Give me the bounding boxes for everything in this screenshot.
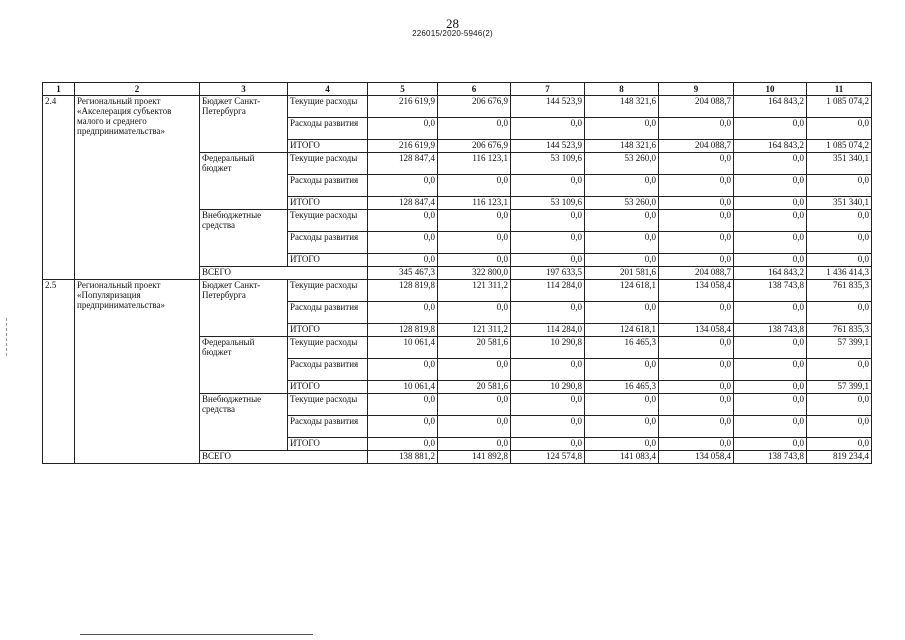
value-cell: 0,0 [585,210,659,232]
value-cell: 0,0 [511,118,585,140]
value-cell: 10 290,8 [511,337,585,359]
column-number-7: 7 [511,83,585,96]
expense-type: Текущие расходы [288,337,368,359]
value-cell: 121 311,2 [438,280,511,302]
budget-table [42,82,872,464]
expense-type: Текущие расходы [288,280,368,302]
value-cell: 0,0 [734,232,807,254]
value-cell: 0,0 [659,210,734,232]
value-cell: 0,0 [734,118,807,140]
value-cell: 0,0 [438,254,511,267]
document-code: 226015/2020-5946(2) [412,29,493,38]
value-cell: 53 109,6 [511,197,585,210]
value-cell: 0,0 [368,438,438,451]
value-cell: 0,0 [734,381,807,394]
table-row [43,280,872,302]
value-cell: 0,0 [438,416,511,438]
value-cell: 116 123,1 [438,153,511,175]
value-cell: 0,0 [734,254,807,267]
expense-type: ИТОГО [288,324,368,337]
value-cell: 0,0 [585,438,659,451]
value-cell: 0,0 [807,416,872,438]
value-cell: 10 290,8 [511,381,585,394]
value-cell: 0,0 [734,175,807,197]
table-row [43,96,872,118]
value-cell: 0,0 [511,302,585,324]
footnote-separator [80,634,313,635]
value-cell: 0,0 [807,175,872,197]
value-cell: 0,0 [511,416,585,438]
value-cell: 0,0 [659,175,734,197]
total-value-cell: 141 083,4 [585,451,659,464]
total-value-cell: 141 892,8 [438,451,511,464]
value-cell: 0,0 [659,394,734,416]
row-index: 2.5 [43,280,75,464]
value-cell: 124 618,1 [585,324,659,337]
value-cell: 0,0 [438,232,511,254]
value-cell: 148 321,6 [585,140,659,153]
value-cell: 0,0 [659,254,734,267]
table-header [43,83,872,96]
expense-type: Расходы развития [288,118,368,140]
column-number-11: 11 [807,83,872,96]
total-value-cell: 134 058,4 [659,451,734,464]
funding-source: Внебюджетные средства [200,394,288,451]
value-cell: 204 088,7 [659,96,734,118]
value-cell: 206 676,9 [438,140,511,153]
value-cell: 206 676,9 [438,96,511,118]
value-cell: 0,0 [511,438,585,451]
total-value-cell: 345 467,3 [368,267,438,280]
value-cell: 0,0 [807,394,872,416]
value-cell: 0,0 [368,394,438,416]
column-number-4: 4 [288,83,368,96]
value-cell: 0,0 [438,394,511,416]
value-cell: 0,0 [438,118,511,140]
value-cell: 128 847,4 [368,197,438,210]
expense-type: ИТОГО [288,381,368,394]
value-cell: 16 465,3 [585,381,659,394]
value-cell: 0,0 [368,254,438,267]
value-cell: 0,0 [368,359,438,381]
value-cell: 0,0 [734,302,807,324]
value-cell: 20 581,6 [438,381,511,394]
value-cell: 0,0 [438,175,511,197]
value-cell: 0,0 [659,153,734,175]
value-cell: 138 743,8 [734,280,807,302]
value-cell: 216 619,9 [368,96,438,118]
total-value-cell: 322 800,0 [438,267,511,280]
table-body [43,96,872,464]
expense-type: Текущие расходы [288,153,368,175]
value-cell: 0,0 [585,232,659,254]
value-cell: 164 843,2 [734,96,807,118]
value-cell: 0,0 [807,359,872,381]
value-cell: 761 835,3 [807,280,872,302]
value-cell: 0,0 [585,394,659,416]
value-cell: 0,0 [368,118,438,140]
value-cell: 114 284,0 [511,324,585,337]
column-number-5: 5 [368,83,438,96]
value-cell: 0,0 [511,254,585,267]
project-name: Региональный проект «Популяризация предпринимательства» [75,280,200,464]
value-cell: 121 311,2 [438,324,511,337]
value-cell: 128 819,8 [368,280,438,302]
value-cell: 0,0 [659,197,734,210]
value-cell: 0,0 [734,438,807,451]
value-cell: 0,0 [585,359,659,381]
expense-type: ИТОГО [288,254,368,267]
expense-type: Расходы развития [288,359,368,381]
value-cell: 0,0 [659,337,734,359]
total-value-cell: 138 881,2 [368,451,438,464]
project-name: Региональный проект «Акселерация субъектов малого и среднего предпринимательства» [75,96,200,280]
value-cell: 0,0 [734,337,807,359]
value-cell: 10 061,4 [368,337,438,359]
value-cell: 53 260,0 [585,153,659,175]
value-cell: 1 085 074,2 [807,96,872,118]
value-cell: 0,0 [807,302,872,324]
value-cell: 0,0 [734,210,807,232]
value-cell: 0,0 [511,359,585,381]
value-cell: 216 619,9 [368,140,438,153]
value-cell: 124 618,1 [585,280,659,302]
value-cell: 0,0 [659,381,734,394]
total-value-cell: 138 743,8 [734,451,807,464]
value-cell: 10 061,4 [368,381,438,394]
value-cell: 761 835,3 [807,324,872,337]
value-cell: 0,0 [438,210,511,232]
column-number-3: 3 [200,83,288,96]
total-value-cell: 164 843,2 [734,267,807,280]
total-value-cell: 1 436 414,3 [807,267,872,280]
expense-type: Текущие расходы [288,96,368,118]
expense-type: Текущие расходы [288,394,368,416]
value-cell: 144 523,9 [511,96,585,118]
value-cell: 114 284,0 [511,280,585,302]
value-cell: 0,0 [368,232,438,254]
value-cell: 134 058,4 [659,324,734,337]
total-value-cell: 819 234,4 [807,451,872,464]
value-cell: 0,0 [368,175,438,197]
value-cell: 0,0 [659,438,734,451]
value-cell: 20 581,6 [438,337,511,359]
value-cell: 0,0 [511,175,585,197]
value-cell: 0,0 [659,118,734,140]
margin-mark [6,318,8,356]
value-cell: 0,0 [734,153,807,175]
total-label: ВСЕГО [200,267,368,280]
funding-source: Внебюджетные средства [200,210,288,267]
value-cell: 351 340,1 [807,153,872,175]
total-label: ВСЕГО [200,451,368,464]
expense-type: Расходы развития [288,416,368,438]
value-cell: 0,0 [734,394,807,416]
value-cell: 57 399,1 [807,337,872,359]
column-number-6: 6 [438,83,511,96]
value-cell: 0,0 [585,416,659,438]
row-index: 2.4 [43,96,75,280]
value-cell: 0,0 [807,232,872,254]
funding-source: Бюджет Санкт-Петербурга [200,280,288,337]
value-cell: 0,0 [807,254,872,267]
value-cell: 0,0 [734,416,807,438]
value-cell: 0,0 [659,416,734,438]
column-number-2: 2 [75,83,200,96]
expense-type: ИТОГО [288,197,368,210]
value-cell: 57 399,1 [807,381,872,394]
value-cell: 138 743,8 [734,324,807,337]
value-cell: 0,0 [585,175,659,197]
expense-type: ИТОГО [288,438,368,451]
funding-source: Бюджет Санкт-Петербурга [200,96,288,153]
page-number: 28 [446,16,459,31]
value-cell: 148 321,6 [585,96,659,118]
value-cell: 204 088,7 [659,140,734,153]
value-cell: 0,0 [734,197,807,210]
value-cell: 0,0 [511,210,585,232]
expense-type: Расходы развития [288,175,368,197]
value-cell: 0,0 [659,359,734,381]
value-cell: 164 843,2 [734,140,807,153]
value-cell: 0,0 [585,254,659,267]
value-cell: 0,0 [659,302,734,324]
value-cell: 144 523,9 [511,140,585,153]
value-cell: 128 847,4 [368,153,438,175]
total-value-cell: 124 574,8 [511,451,585,464]
value-cell: 0,0 [807,210,872,232]
value-cell: 134 058,4 [659,280,734,302]
value-cell: 0,0 [659,232,734,254]
column-number-1: 1 [43,83,75,96]
value-cell: 0,0 [368,416,438,438]
column-number-8: 8 [585,83,659,96]
expense-type: Расходы развития [288,302,368,324]
value-cell: 0,0 [807,118,872,140]
value-cell: 1 085 074,2 [807,140,872,153]
value-cell: 0,0 [438,359,511,381]
column-number-10: 10 [734,83,807,96]
expense-type: Текущие расходы [288,210,368,232]
value-cell: 0,0 [368,210,438,232]
expense-type: ИТОГО [288,140,368,153]
value-cell: 128 819,8 [368,324,438,337]
value-cell: 0,0 [734,359,807,381]
value-cell: 53 260,0 [585,197,659,210]
value-cell: 53 109,6 [511,153,585,175]
column-number-9: 9 [659,83,734,96]
value-cell: 0,0 [585,118,659,140]
value-cell: 0,0 [438,438,511,451]
value-cell: 0,0 [585,302,659,324]
value-cell: 0,0 [807,438,872,451]
column-number-row [43,83,872,96]
funding-source: Федеральный бюджет [200,337,288,394]
value-cell: 0,0 [368,302,438,324]
value-cell: 116 123,1 [438,197,511,210]
total-value-cell: 204 088,7 [659,267,734,280]
expense-type: Расходы развития [288,232,368,254]
total-value-cell: 201 581,6 [585,267,659,280]
value-cell: 351 340,1 [807,197,872,210]
total-value-cell: 197 633,5 [511,267,585,280]
value-cell: 0,0 [511,232,585,254]
value-cell: 0,0 [511,394,585,416]
value-cell: 16 465,3 [585,337,659,359]
value-cell: 0,0 [438,302,511,324]
funding-source: Федеральный бюджет [200,153,288,210]
